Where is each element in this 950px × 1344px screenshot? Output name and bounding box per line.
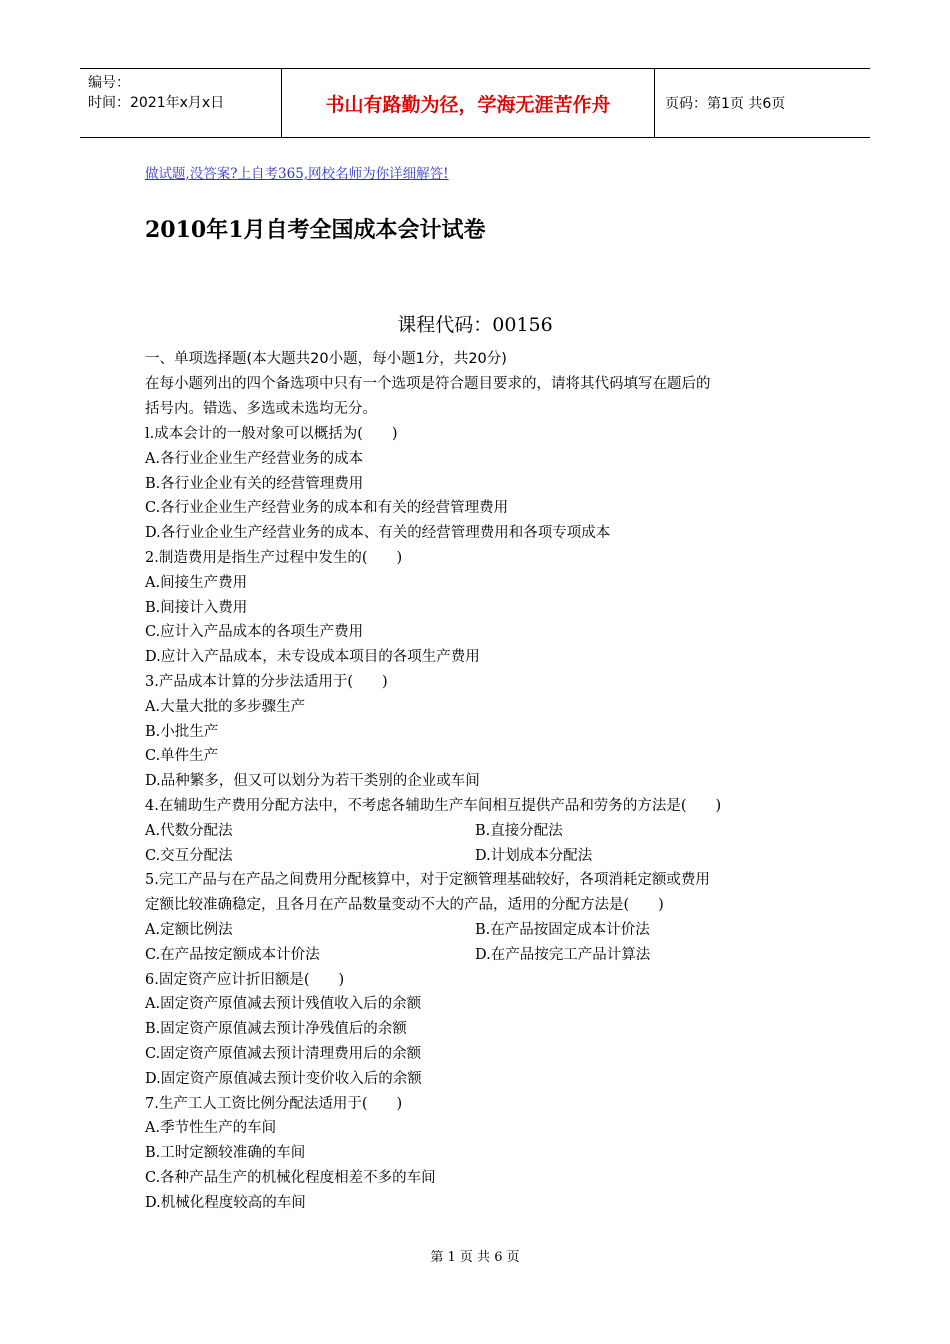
option: D.应计入产品成本，未专设成本项目的各项生产费用 bbox=[145, 649, 480, 666]
serial-label: 编号： bbox=[88, 75, 130, 91]
option: A.大量大批的多步骤生产 bbox=[145, 698, 306, 715]
option: B.小批生产 bbox=[145, 723, 219, 740]
option: B.在产品按固定成本计价法 bbox=[475, 921, 650, 938]
question-2: 2.制造费用是指生产过程中发生的( ) bbox=[145, 549, 403, 566]
option: D.固定资产原值减去预计变价收入后的余额 bbox=[145, 1070, 422, 1087]
section-instruction-1: 在每小题列出的四个备选项中只有一个选项是符合题目要求的，请将其代码填写在题后的 bbox=[145, 376, 711, 392]
section-intro bbox=[145, 347, 815, 422]
option: C.应计入产品成本的各项生产费用 bbox=[145, 624, 364, 641]
question-6: 6.固定资产应计折旧额是( ) bbox=[145, 971, 345, 988]
time-label: 时间：2021年x月x日 bbox=[88, 95, 225, 111]
question-list bbox=[145, 422, 825, 1216]
question-1: l.成本会计的一般对象可以概括为( ) bbox=[145, 426, 398, 442]
option: C.单件生产 bbox=[145, 748, 219, 765]
option-row bbox=[145, 943, 825, 968]
option: C.各种产品生产的机械化程度相差不多的车间 bbox=[145, 1169, 436, 1186]
option: A.代数分配法 bbox=[145, 822, 233, 839]
option: D.计划成本分配法 bbox=[475, 847, 593, 864]
question-7: 7.生产工人工资比例分配法适用于( ) bbox=[145, 1095, 403, 1112]
option: C.各行业企业生产经营业务的成本和有关的经营管理费用 bbox=[145, 500, 509, 517]
option-row bbox=[145, 844, 825, 869]
option: B.直接分配法 bbox=[475, 822, 563, 839]
option: A.季节性生产的车间 bbox=[145, 1120, 277, 1137]
section-instruction-2: 括号内。错选、多选或未选均无分。 bbox=[145, 401, 377, 417]
ad-link[interactable]: 做试题,没答案?上自考365,网校名师为你详细解答! bbox=[145, 166, 449, 182]
header-meta bbox=[80, 69, 282, 137]
option-row bbox=[145, 819, 825, 844]
header-motto: 书山有路勤为径，学海无涯苦作舟 bbox=[325, 93, 611, 116]
header-motto-cell bbox=[282, 69, 655, 137]
course-code: 课程代码：00156 bbox=[397, 314, 553, 336]
question-5-cont: 定额比较准确稳定，且各月在产品数量变动不大的产品，适用的分配方法是( ) bbox=[145, 897, 664, 914]
header-page-info: 页码：第1页 共6页 bbox=[665, 96, 786, 112]
page-title: 2010年1月自考全国成本会计试卷 bbox=[145, 217, 486, 243]
question-5: 5.完工产品与在产品之间费用分配核算中，对于定额管理基础较好，各项消耗定额或费用 bbox=[145, 872, 710, 889]
option: A.间接生产费用 bbox=[145, 574, 248, 591]
option: B.工时定额较准确的车间 bbox=[145, 1145, 306, 1162]
option: C.固定资产原值减去预计清理费用后的余额 bbox=[145, 1045, 422, 1062]
section-heading: 一、单项选择题(本大题共20小题，每小题1分，共20分) bbox=[145, 351, 507, 367]
page-footer: 第 1 页 共 6 页 bbox=[430, 1250, 520, 1265]
option: A.固定资产原值减去预计残值收入后的余额 bbox=[145, 996, 422, 1013]
option: B.各行业企业有关的经营管理费用 bbox=[145, 475, 364, 492]
option: D.品种繁多，但又可以划分为若干类别的企业或车间 bbox=[145, 773, 480, 790]
option: B.固定资产原值减去预计净残值后的余额 bbox=[145, 1021, 407, 1038]
option: B.间接计入费用 bbox=[145, 599, 248, 616]
option: A.定额比例法 bbox=[145, 921, 233, 938]
option-row bbox=[145, 918, 825, 943]
question-4: 4.在辅助生产费用分配方法中，不考虑各辅助生产车间相互提供产品和劳务的方法是( ) bbox=[145, 797, 722, 814]
option: D.在产品按完工产品计算法 bbox=[475, 946, 651, 963]
option: A.各行业企业生产经营业务的成本 bbox=[145, 450, 364, 467]
option: C.交互分配法 bbox=[145, 847, 233, 864]
option: C.在产品按定额成本计价法 bbox=[145, 946, 320, 963]
page-header bbox=[80, 68, 870, 138]
option: D.机械化程度较高的车间 bbox=[145, 1194, 306, 1211]
question-3: 3.产品成本计算的分步法适用于( ) bbox=[145, 673, 388, 690]
option: D.各行业企业生产经营业务的成本、有关的经营管理费用和各项专项成本 bbox=[145, 525, 611, 542]
